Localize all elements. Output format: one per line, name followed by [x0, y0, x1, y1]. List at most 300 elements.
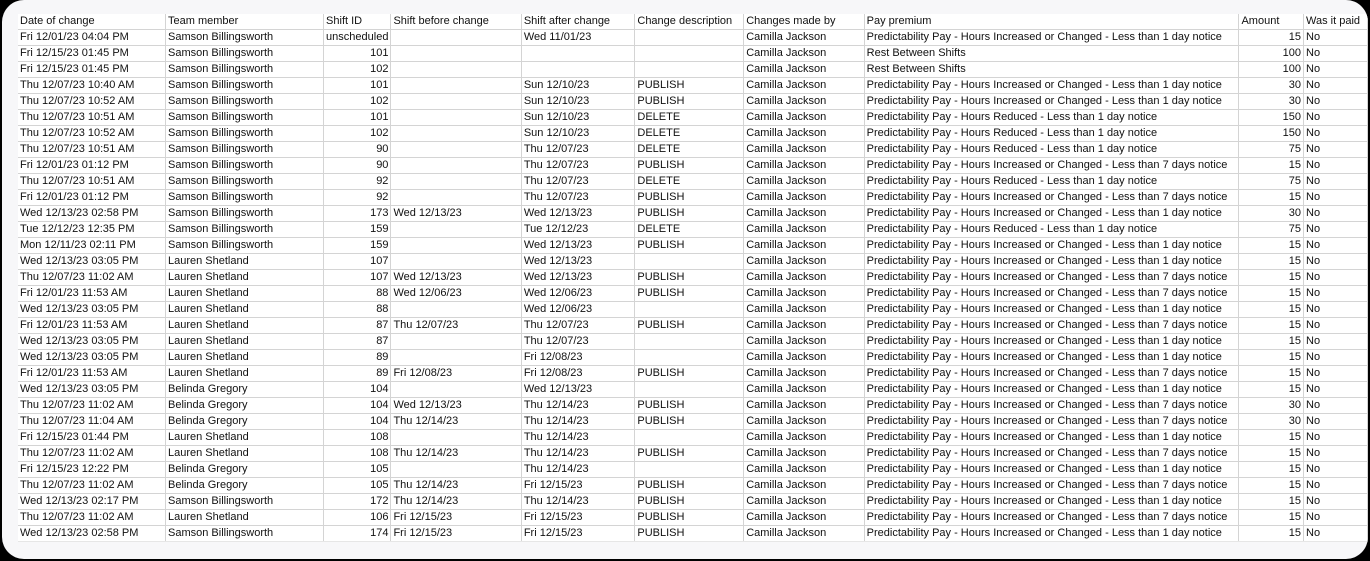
cell-shift-after-change[interactable]: Fri 12/15/23 [521, 478, 635, 494]
cell-was-it-paid[interactable]: No [1304, 254, 1368, 270]
cell-date-of-change[interactable]: Fri 12/15/23 01:45 PM [18, 46, 166, 62]
cell-changes-made-by[interactable]: Camilla Jackson [744, 302, 864, 318]
cell-change-description[interactable]: PUBLISH [635, 446, 744, 462]
cell-shift-after-change[interactable]: Wed 12/06/23 [521, 286, 635, 302]
column-header-changes-made-by[interactable]: Changes made by [744, 14, 864, 30]
cell-shift-id[interactable]: 88 [324, 286, 391, 302]
cell-shift-before-change[interactable] [391, 254, 521, 270]
cell-changes-made-by[interactable]: Camilla Jackson [744, 30, 864, 46]
column-header-shift-id[interactable]: Shift ID [324, 14, 391, 30]
cell-team-member[interactable]: Samson Billingsworth [166, 78, 324, 94]
cell-shift-before-change[interactable] [391, 430, 521, 446]
cell-shift-id[interactable]: 104 [324, 382, 391, 398]
cell-was-it-paid[interactable]: No [1304, 94, 1368, 110]
cell-changes-made-by[interactable]: Camilla Jackson [744, 398, 864, 414]
cell-change-description[interactable] [635, 350, 744, 366]
cell-amount[interactable]: 15 [1239, 238, 1304, 254]
cell-was-it-paid[interactable]: No [1304, 302, 1368, 318]
cell-shift-after-change[interactable]: Thu 12/14/23 [521, 414, 635, 430]
cell-pay-premium[interactable]: Predictability Pay - Hours Increased or Changed - Less than 7 days notice [864, 286, 1239, 302]
cell-shift-after-change[interactable]: Thu 12/07/23 [521, 318, 635, 334]
cell-amount[interactable]: 75 [1239, 222, 1304, 238]
cell-change-description[interactable]: PUBLISH [635, 526, 744, 542]
cell-changes-made-by[interactable]: Camilla Jackson [744, 174, 864, 190]
cell-shift-after-change[interactable]: Fri 12/08/23 [521, 350, 635, 366]
cell-team-member[interactable]: Belinda Gregory [166, 382, 324, 398]
cell-change-description[interactable] [635, 462, 744, 478]
cell-shift-after-change[interactable]: Thu 12/14/23 [521, 494, 635, 510]
cell-shift-id[interactable]: 107 [324, 254, 391, 270]
cell-shift-after-change[interactable]: Fri 12/15/23 [521, 510, 635, 526]
cell-date-of-change[interactable]: Thu 12/07/23 10:40 AM [18, 78, 166, 94]
cell-team-member[interactable]: Lauren Shetland [166, 446, 324, 462]
cell-amount[interactable]: 15 [1239, 158, 1304, 174]
cell-date-of-change[interactable]: Tue 12/12/23 12:35 PM [18, 222, 166, 238]
cell-was-it-paid[interactable]: No [1304, 30, 1368, 46]
cell-pay-premium[interactable]: Predictability Pay - Hours Increased or Changed - Less than 1 day notice [864, 94, 1239, 110]
cell-date-of-change[interactable]: Thu 12/07/23 10:51 AM [18, 110, 166, 126]
cell-changes-made-by[interactable]: Camilla Jackson [744, 526, 864, 542]
cell-was-it-paid[interactable]: No [1304, 174, 1368, 190]
cell-shift-after-change[interactable]: Wed 12/13/23 [521, 238, 635, 254]
cell-was-it-paid[interactable]: No [1304, 366, 1368, 382]
cell-shift-before-change[interactable] [391, 334, 521, 350]
cell-shift-before-change[interactable] [391, 94, 521, 110]
cell-team-member[interactable]: Samson Billingsworth [166, 110, 324, 126]
cell-pay-premium[interactable]: Predictability Pay - Hours Increased or Changed - Less than 7 days notice [864, 510, 1239, 526]
cell-date-of-change[interactable]: Wed 12/13/23 03:05 PM [18, 254, 166, 270]
cell-was-it-paid[interactable]: No [1304, 398, 1368, 414]
cell-shift-before-change[interactable]: Fri 12/15/23 [391, 510, 521, 526]
cell-shift-after-change[interactable]: Wed 12/13/23 [521, 270, 635, 286]
cell-date-of-change[interactable]: Wed 12/13/23 02:58 PM [18, 526, 166, 542]
cell-change-description[interactable]: PUBLISH [635, 158, 744, 174]
cell-team-member[interactable]: Lauren Shetland [166, 302, 324, 318]
cell-shift-before-change[interactable] [391, 62, 521, 78]
cell-amount[interactable]: 150 [1239, 126, 1304, 142]
cell-change-description[interactable]: PUBLISH [635, 414, 744, 430]
cell-date-of-change[interactable]: Thu 12/07/23 10:51 AM [18, 142, 166, 158]
cell-team-member[interactable]: Lauren Shetland [166, 430, 324, 446]
cell-date-of-change[interactable]: Thu 12/07/23 10:52 AM [18, 94, 166, 110]
cell-shift-id[interactable]: 101 [324, 78, 391, 94]
cell-amount[interactable]: 15 [1239, 286, 1304, 302]
cell-team-member[interactable]: Samson Billingsworth [166, 158, 324, 174]
cell-pay-premium[interactable]: Predictability Pay - Hours Increased or Changed - Less than 7 days notice [864, 158, 1239, 174]
cell-date-of-change[interactable]: Fri 12/01/23 11:53 AM [18, 318, 166, 334]
cell-amount[interactable]: 100 [1239, 46, 1304, 62]
cell-team-member[interactable]: Samson Billingsworth [166, 190, 324, 206]
cell-date-of-change[interactable]: Thu 12/07/23 10:51 AM [18, 174, 166, 190]
cell-was-it-paid[interactable]: No [1304, 526, 1368, 542]
cell-shift-before-change[interactable] [391, 350, 521, 366]
cell-change-description[interactable]: PUBLISH [635, 510, 744, 526]
cell-changes-made-by[interactable]: Camilla Jackson [744, 254, 864, 270]
cell-shift-id[interactable]: 89 [324, 366, 391, 382]
column-header-change-description[interactable]: Change description [635, 14, 744, 30]
cell-amount[interactable]: 30 [1239, 78, 1304, 94]
cell-changes-made-by[interactable]: Camilla Jackson [744, 94, 864, 110]
cell-pay-premium[interactable]: Predictability Pay - Hours Increased or Changed - Less than 1 day notice [864, 30, 1239, 46]
cell-was-it-paid[interactable]: No [1304, 190, 1368, 206]
cell-shift-id[interactable]: 102 [324, 62, 391, 78]
cell-shift-id[interactable]: 87 [324, 318, 391, 334]
cell-date-of-change[interactable]: Fri 12/01/23 11:53 AM [18, 366, 166, 382]
cell-pay-premium[interactable]: Predictability Pay - Hours Increased or Changed - Less than 1 day notice [864, 334, 1239, 350]
cell-team-member[interactable]: Samson Billingsworth [166, 142, 324, 158]
cell-change-description[interactable]: DELETE [635, 110, 744, 126]
cell-changes-made-by[interactable]: Camilla Jackson [744, 350, 864, 366]
cell-shift-after-change[interactable]: Thu 12/14/23 [521, 398, 635, 414]
cell-amount[interactable]: 15 [1239, 350, 1304, 366]
cell-changes-made-by[interactable]: Camilla Jackson [744, 286, 864, 302]
cell-shift-before-change[interactable] [391, 462, 521, 478]
cell-shift-after-change[interactable]: Wed 12/13/23 [521, 382, 635, 398]
cell-change-description[interactable]: DELETE [635, 142, 744, 158]
cell-shift-after-change[interactable]: Sun 12/10/23 [521, 126, 635, 142]
cell-pay-premium[interactable]: Predictability Pay - Hours Increased or Changed - Less than 1 day notice [864, 382, 1239, 398]
cell-shift-before-change[interactable]: Wed 12/13/23 [391, 206, 521, 222]
cell-amount[interactable]: 15 [1239, 462, 1304, 478]
cell-pay-premium[interactable]: Predictability Pay - Hours Increased or Changed - Less than 7 days notice [864, 190, 1239, 206]
cell-shift-before-change[interactable]: Thu 12/14/23 [391, 494, 521, 510]
cell-shift-before-change[interactable] [391, 158, 521, 174]
cell-shift-before-change[interactable]: Thu 12/14/23 [391, 414, 521, 430]
cell-changes-made-by[interactable]: Camilla Jackson [744, 446, 864, 462]
cell-shift-after-change[interactable]: Thu 12/07/23 [521, 158, 635, 174]
cell-amount[interactable]: 30 [1239, 94, 1304, 110]
cell-team-member[interactable]: Samson Billingsworth [166, 526, 324, 542]
cell-change-description[interactable]: PUBLISH [635, 190, 744, 206]
cell-change-description[interactable] [635, 46, 744, 62]
cell-team-member[interactable]: Samson Billingsworth [166, 174, 324, 190]
cell-amount[interactable]: 15 [1239, 494, 1304, 510]
cell-shift-id[interactable]: 106 [324, 510, 391, 526]
cell-shift-before-change[interactable]: Wed 12/13/23 [391, 270, 521, 286]
cell-change-description[interactable] [635, 382, 744, 398]
cell-changes-made-by[interactable]: Camilla Jackson [744, 190, 864, 206]
cell-change-description[interactable]: PUBLISH [635, 398, 744, 414]
cell-date-of-change[interactable]: Thu 12/07/23 11:02 AM [18, 270, 166, 286]
cell-changes-made-by[interactable]: Camilla Jackson [744, 414, 864, 430]
cell-amount[interactable]: 15 [1239, 510, 1304, 526]
cell-was-it-paid[interactable]: No [1304, 158, 1368, 174]
cell-shift-id[interactable]: 102 [324, 94, 391, 110]
cell-shift-id[interactable]: 101 [324, 46, 391, 62]
cell-change-description[interactable] [635, 302, 744, 318]
cell-date-of-change[interactable]: Thu 12/07/23 11:04 AM [18, 414, 166, 430]
cell-changes-made-by[interactable]: Camilla Jackson [744, 238, 864, 254]
cell-shift-after-change[interactable]: Sun 12/10/23 [521, 110, 635, 126]
cell-changes-made-by[interactable]: Camilla Jackson [744, 494, 864, 510]
cell-shift-id[interactable]: 172 [324, 494, 391, 510]
cell-shift-id[interactable]: 102 [324, 126, 391, 142]
cell-change-description[interactable]: PUBLISH [635, 366, 744, 382]
cell-team-member[interactable]: Belinda Gregory [166, 398, 324, 414]
cell-changes-made-by[interactable]: Camilla Jackson [744, 510, 864, 526]
cell-date-of-change[interactable]: Fri 12/01/23 04:04 PM [18, 30, 166, 46]
cell-was-it-paid[interactable]: No [1304, 142, 1368, 158]
cell-date-of-change[interactable]: Wed 12/13/23 02:17 PM [18, 494, 166, 510]
column-header-amount[interactable]: Amount [1239, 14, 1304, 30]
cell-team-member[interactable]: Belinda Gregory [166, 462, 324, 478]
cell-amount[interactable]: 15 [1239, 302, 1304, 318]
cell-team-member[interactable]: Lauren Shetland [166, 286, 324, 302]
cell-shift-after-change[interactable]: Wed 11/01/23 [521, 30, 635, 46]
cell-shift-after-change[interactable]: Wed 12/13/23 [521, 206, 635, 222]
cell-shift-before-change[interactable] [391, 222, 521, 238]
cell-change-description[interactable] [635, 30, 744, 46]
cell-changes-made-by[interactable]: Camilla Jackson [744, 142, 864, 158]
cell-was-it-paid[interactable]: No [1304, 62, 1368, 78]
cell-change-description[interactable]: DELETE [635, 126, 744, 142]
cell-shift-before-change[interactable]: Fri 12/08/23 [391, 366, 521, 382]
cell-shift-id[interactable]: 173 [324, 206, 391, 222]
cell-was-it-paid[interactable]: No [1304, 382, 1368, 398]
column-header-team-member[interactable]: Team member [166, 14, 324, 30]
cell-shift-id[interactable]: 101 [324, 110, 391, 126]
cell-shift-before-change[interactable]: Fri 12/15/23 [391, 526, 521, 542]
cell-shift-after-change[interactable]: Thu 12/07/23 [521, 142, 635, 158]
cell-pay-premium[interactable]: Predictability Pay - Hours Reduced - Less than 1 day notice [864, 142, 1239, 158]
cell-shift-before-change[interactable] [391, 174, 521, 190]
cell-pay-premium[interactable]: Predictability Pay - Hours Increased or Changed - Less than 7 days notice [864, 414, 1239, 430]
cell-pay-premium[interactable]: Predictability Pay - Hours Increased or Changed - Less than 1 day notice [864, 206, 1239, 222]
cell-pay-premium[interactable]: Predictability Pay - Hours Increased or Changed - Less than 7 days notice [864, 270, 1239, 286]
cell-was-it-paid[interactable]: No [1304, 478, 1368, 494]
cell-shift-before-change[interactable] [391, 110, 521, 126]
cell-amount[interactable]: 15 [1239, 382, 1304, 398]
cell-shift-before-change[interactable] [391, 302, 521, 318]
cell-change-description[interactable]: PUBLISH [635, 478, 744, 494]
cell-was-it-paid[interactable]: No [1304, 270, 1368, 286]
cell-pay-premium[interactable]: Rest Between Shifts [864, 62, 1239, 78]
cell-team-member[interactable]: Samson Billingsworth [166, 222, 324, 238]
cell-changes-made-by[interactable]: Camilla Jackson [744, 478, 864, 494]
cell-date-of-change[interactable]: Thu 12/07/23 11:02 AM [18, 478, 166, 494]
cell-shift-before-change[interactable] [391, 190, 521, 206]
cell-shift-id[interactable]: 174 [324, 526, 391, 542]
cell-amount[interactable]: 15 [1239, 430, 1304, 446]
cell-team-member[interactable]: Samson Billingsworth [166, 94, 324, 110]
cell-amount[interactable]: 30 [1239, 398, 1304, 414]
cell-was-it-paid[interactable]: No [1304, 286, 1368, 302]
cell-was-it-paid[interactable]: No [1304, 206, 1368, 222]
cell-shift-after-change[interactable] [521, 46, 635, 62]
cell-changes-made-by[interactable]: Camilla Jackson [744, 62, 864, 78]
cell-team-member[interactable]: Samson Billingsworth [166, 46, 324, 62]
cell-was-it-paid[interactable]: No [1304, 222, 1368, 238]
cell-changes-made-by[interactable]: Camilla Jackson [744, 318, 864, 334]
cell-date-of-change[interactable]: Fri 12/01/23 11:53 AM [18, 286, 166, 302]
cell-date-of-change[interactable]: Thu 12/07/23 11:02 AM [18, 510, 166, 526]
cell-team-member[interactable]: Lauren Shetland [166, 254, 324, 270]
cell-was-it-paid[interactable]: No [1304, 78, 1368, 94]
cell-shift-after-change[interactable]: Thu 12/07/23 [521, 334, 635, 350]
cell-change-description[interactable]: PUBLISH [635, 318, 744, 334]
cell-pay-premium[interactable]: Predictability Pay - Hours Reduced - Less than 1 day notice [864, 174, 1239, 190]
cell-team-member[interactable]: Lauren Shetland [166, 510, 324, 526]
cell-pay-premium[interactable]: Predictability Pay - Hours Increased or Changed - Less than 7 days notice [864, 478, 1239, 494]
cell-team-member[interactable]: Lauren Shetland [166, 318, 324, 334]
cell-shift-id[interactable]: 105 [324, 462, 391, 478]
cell-team-member[interactable]: Samson Billingsworth [166, 206, 324, 222]
cell-shift-id[interactable]: 104 [324, 414, 391, 430]
cell-changes-made-by[interactable]: Camilla Jackson [744, 110, 864, 126]
cell-shift-id[interactable]: 89 [324, 350, 391, 366]
cell-shift-before-change[interactable]: Wed 12/13/23 [391, 398, 521, 414]
cell-shift-before-change[interactable] [391, 142, 521, 158]
cell-pay-premium[interactable]: Predictability Pay - Hours Increased or Changed - Less than 1 day notice [864, 78, 1239, 94]
cell-shift-after-change[interactable]: Thu 12/14/23 [521, 446, 635, 462]
cell-shift-after-change[interactable]: Fri 12/08/23 [521, 366, 635, 382]
cell-shift-after-change[interactable]: Thu 12/14/23 [521, 462, 635, 478]
cell-changes-made-by[interactable]: Camilla Jackson [744, 462, 864, 478]
cell-was-it-paid[interactable]: No [1304, 510, 1368, 526]
cell-change-description[interactable]: PUBLISH [635, 286, 744, 302]
cell-team-member[interactable]: Lauren Shetland [166, 334, 324, 350]
cell-changes-made-by[interactable]: Camilla Jackson [744, 78, 864, 94]
cell-date-of-change[interactable]: Fri 12/01/23 01:12 PM [18, 190, 166, 206]
cell-change-description[interactable]: PUBLISH [635, 206, 744, 222]
cell-shift-id[interactable]: 88 [324, 302, 391, 318]
cell-change-description[interactable] [635, 334, 744, 350]
cell-amount[interactable]: 15 [1239, 30, 1304, 46]
cell-shift-after-change[interactable]: Thu 12/07/23 [521, 174, 635, 190]
cell-shift-id[interactable]: 159 [324, 238, 391, 254]
cell-amount[interactable]: 75 [1239, 142, 1304, 158]
cell-was-it-paid[interactable]: No [1304, 318, 1368, 334]
cell-team-member[interactable]: Samson Billingsworth [166, 62, 324, 78]
cell-team-member[interactable]: Samson Billingsworth [166, 126, 324, 142]
cell-team-member[interactable]: Belinda Gregory [166, 414, 324, 430]
cell-amount[interactable]: 75 [1239, 174, 1304, 190]
cell-amount[interactable]: 15 [1239, 526, 1304, 542]
cell-date-of-change[interactable]: Mon 12/11/23 02:11 PM [18, 238, 166, 254]
cell-changes-made-by[interactable]: Camilla Jackson [744, 366, 864, 382]
cell-team-member[interactable]: Belinda Gregory [166, 478, 324, 494]
cell-shift-id[interactable]: 105 [324, 478, 391, 494]
cell-pay-premium[interactable]: Predictability Pay - Hours Increased or Changed - Less than 1 day notice [864, 302, 1239, 318]
cell-date-of-change[interactable]: Fri 12/15/23 01:45 PM [18, 62, 166, 78]
cell-changes-made-by[interactable]: Camilla Jackson [744, 46, 864, 62]
cell-team-member[interactable]: Lauren Shetland [166, 350, 324, 366]
column-header-shift-after-change[interactable]: Shift after change [521, 14, 635, 30]
cell-date-of-change[interactable]: Wed 12/13/23 03:05 PM [18, 382, 166, 398]
cell-amount[interactable]: 30 [1239, 206, 1304, 222]
cell-pay-premium[interactable]: Predictability Pay - Hours Increased or Changed - Less than 1 day notice [864, 430, 1239, 446]
cell-shift-after-change[interactable]: Wed 12/13/23 [521, 254, 635, 270]
column-header-was-it-paid[interactable]: Was it paid [1304, 14, 1368, 30]
cell-change-description[interactable]: PUBLISH [635, 238, 744, 254]
cell-was-it-paid[interactable]: No [1304, 446, 1368, 462]
cell-pay-premium[interactable]: Predictability Pay - Hours Increased or Changed - Less than 1 day notice [864, 238, 1239, 254]
cell-shift-id[interactable]: 108 [324, 446, 391, 462]
cell-shift-after-change[interactable]: Wed 12/06/23 [521, 302, 635, 318]
cell-shift-id[interactable]: 92 [324, 190, 391, 206]
cell-changes-made-by[interactable]: Camilla Jackson [744, 430, 864, 446]
cell-shift-id[interactable]: 92 [324, 174, 391, 190]
cell-amount[interactable]: 15 [1239, 334, 1304, 350]
cell-change-description[interactable] [635, 254, 744, 270]
cell-was-it-paid[interactable]: No [1304, 334, 1368, 350]
cell-shift-before-change[interactable] [391, 30, 521, 46]
cell-pay-premium[interactable]: Predictability Pay - Hours Reduced - Less than 1 day notice [864, 222, 1239, 238]
cell-shift-after-change[interactable]: Tue 12/12/23 [521, 222, 635, 238]
cell-was-it-paid[interactable]: No [1304, 462, 1368, 478]
cell-pay-premium[interactable]: Predictability Pay - Hours Increased or Changed - Less than 1 day notice [864, 526, 1239, 542]
cell-shift-after-change[interactable]: Fri 12/15/23 [521, 526, 635, 542]
cell-change-description[interactable]: PUBLISH [635, 494, 744, 510]
cell-was-it-paid[interactable]: No [1304, 46, 1368, 62]
cell-changes-made-by[interactable]: Camilla Jackson [744, 382, 864, 398]
cell-shift-before-change[interactable] [391, 238, 521, 254]
cell-shift-before-change[interactable]: Thu 12/14/23 [391, 478, 521, 494]
cell-was-it-paid[interactable]: No [1304, 350, 1368, 366]
cell-pay-premium[interactable]: Predictability Pay - Hours Increased or Changed - Less than 1 day notice [864, 254, 1239, 270]
cell-was-it-paid[interactable]: No [1304, 430, 1368, 446]
cell-date-of-change[interactable]: Wed 12/13/23 02:58 PM [18, 206, 166, 222]
cell-changes-made-by[interactable]: Camilla Jackson [744, 126, 864, 142]
cell-team-member[interactable]: Samson Billingsworth [166, 494, 324, 510]
cell-shift-after-change[interactable]: Thu 12/07/23 [521, 190, 635, 206]
cell-team-member[interactable]: Samson Billingsworth [166, 238, 324, 254]
cell-change-description[interactable] [635, 430, 744, 446]
cell-pay-premium[interactable]: Predictability Pay - Hours Reduced - Less than 1 day notice [864, 126, 1239, 142]
column-header-date-of-change[interactable]: Date of change [18, 14, 166, 30]
column-header-shift-before-change[interactable]: Shift before change [391, 14, 521, 30]
cell-was-it-paid[interactable]: No [1304, 494, 1368, 510]
cell-shift-before-change[interactable] [391, 382, 521, 398]
cell-amount[interactable]: 100 [1239, 62, 1304, 78]
cell-pay-premium[interactable]: Rest Between Shifts [864, 46, 1239, 62]
cell-shift-id[interactable]: 90 [324, 142, 391, 158]
cell-changes-made-by[interactable]: Camilla Jackson [744, 206, 864, 222]
cell-change-description[interactable]: DELETE [635, 222, 744, 238]
cell-amount[interactable]: 15 [1239, 190, 1304, 206]
cell-shift-id[interactable]: 159 [324, 222, 391, 238]
cell-was-it-paid[interactable]: No [1304, 414, 1368, 430]
cell-shift-before-change[interactable] [391, 46, 521, 62]
cell-change-description[interactable]: DELETE [635, 174, 744, 190]
cell-date-of-change[interactable]: Thu 12/07/23 10:52 AM [18, 126, 166, 142]
cell-team-member[interactable]: Lauren Shetland [166, 270, 324, 286]
cell-date-of-change[interactable]: Wed 12/13/23 03:05 PM [18, 350, 166, 366]
cell-shift-after-change[interactable] [521, 62, 635, 78]
cell-shift-id[interactable]: 107 [324, 270, 391, 286]
cell-pay-premium[interactable]: Predictability Pay - Hours Increased or Changed - Less than 1 day notice [864, 350, 1239, 366]
cell-shift-before-change[interactable]: Wed 12/06/23 [391, 286, 521, 302]
cell-amount[interactable]: 15 [1239, 318, 1304, 334]
cell-team-member[interactable]: Lauren Shetland [166, 366, 324, 382]
cell-change-description[interactable]: PUBLISH [635, 94, 744, 110]
cell-date-of-change[interactable]: Fri 12/15/23 12:22 PM [18, 462, 166, 478]
cell-date-of-change[interactable]: Thu 12/07/23 11:02 AM [18, 398, 166, 414]
cell-amount[interactable]: 15 [1239, 270, 1304, 286]
cell-amount[interactable]: 15 [1239, 478, 1304, 494]
cell-was-it-paid[interactable]: No [1304, 238, 1368, 254]
cell-amount[interactable]: 30 [1239, 414, 1304, 430]
cell-was-it-paid[interactable]: No [1304, 110, 1368, 126]
cell-shift-id[interactable]: 90 [324, 158, 391, 174]
cell-amount[interactable]: 15 [1239, 254, 1304, 270]
cell-shift-before-change[interactable] [391, 126, 521, 142]
cell-shift-after-change[interactable]: Sun 12/10/23 [521, 94, 635, 110]
cell-shift-before-change[interactable]: Thu 12/14/23 [391, 446, 521, 462]
cell-shift-id[interactable] [324, 30, 391, 46]
cell-was-it-paid[interactable]: No [1304, 126, 1368, 142]
cell-amount[interactable]: 15 [1239, 366, 1304, 382]
